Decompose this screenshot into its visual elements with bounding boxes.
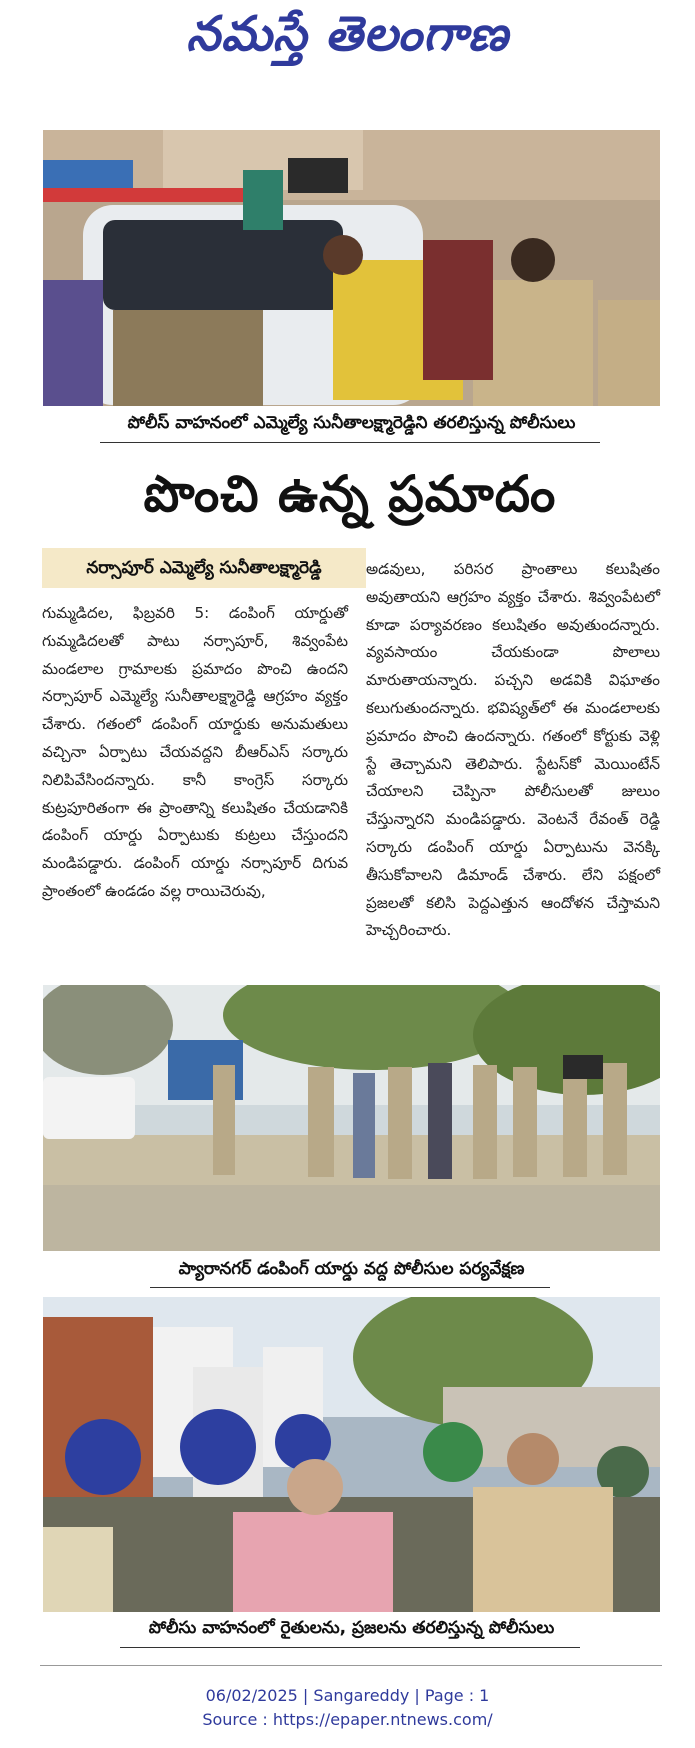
photo-farmers-detained: [43, 1297, 660, 1612]
caption-rule: [100, 442, 600, 443]
photo-caption: పోలీసు వాహనంలో రైతులను, ప్రజలను తరలిస్తున్న పోలీసులు: [148, 1618, 555, 1638]
footer-source: Source : https://epaper.ntnews.com/: [202, 1710, 493, 1729]
article-column-right: [366, 556, 660, 945]
photo-dumping-yard: [43, 985, 660, 1251]
masthead: [0, 6, 695, 68]
photo-caption: పోలీస్‌ వాహనంలో ఎమ్మెల్యే సునీతాలక్ష్మారెడ్డిని తరలిస్తున్న పోలీసులు: [127, 413, 576, 433]
article-text-left: గుమ్మడిదల, ఫిబ్రవరి 5: డంపింగ్‌ యార్డుతో గుమ్మడిదలతో పాటు నర్సాపూర్‌, శివ్వంపేట మండలాల గ్రామాలకు ప్రమాదం పొంచి ఉందని నర్సాపూర్‌ ఎమ్మెల్యే సునీతాలక్ష్మారెడ్డి ఆగ్రహం వ్యక్తం చేశారు. గతంలో డంపింగ్‌ యార్డుకు అనుమతులు వచ్చినా ఏర్పాటు చేయవద్దని బీఆర్‌ఎస్‌ సర్కారు నిలిపివేసిందన్నారు. కానీ కాంగ్రెస్‌ సర్కారు కుట్రపూరితంగా ఈ ప్రాంతాన్ని కలుషితం చేయడానికి డంపింగ్‌ యార్డు ఏర్పాటుకు కుట్రలు చేస్తుందని మండిపడ్డారు. డంపింగ్‌ యార్డు నర్సాపూర్‌ దిగువ ప్రాంతంలో ఉండడం వల్ల రాయిచెరువు,: [42, 604, 348, 900]
newspaper-title: నమస్తే తెలంగాణ: [186, 6, 509, 62]
footer-date-edition: 06/02/2025 | Sangareddy | Page : 1: [205, 1686, 490, 1705]
article-text-right: అడవులు, పరిసర ప్రాంతాలు కలుషితం అవుతాయని ఆగ్రహం వ్యక్తం చేశారు. శివ్వంపేటలో కూడా పర్యావరణం కలుషితం అవుతుందన్నారు. వ్యవసాయం చేయకుండా పొలాలు మారుతాయన్నారు. పచ్చని అడవికి విఘాతం కలుగుతుందన్నారు. భవిష్యత్‌లో ఈ మండలాలకు ప్రమాదం పొంచి ఉందన్నారు. గతంలో కోర్టుకు వెళ్లి స్టే తెచ్చామని తెలిపారు. స్టేటస్‌కో మెయింటేన్‌ చేయాలని చెప్పినా పోలీసులతో జులుం చేస్తున్నారని మండిపడ్డారు. వెంటనే రేవంత్‌ రెడ్డి సర్కారు డంపింగ్‌ యార్డు ఏర్పాటును వెనక్కి తీసుకోవాలని డిమాండ్‌ చేశారు. లేని పక్షంలో ప్రజలతో కలిసి పెద్దఎత్తున ఆందోళన చేస్తామని హెచ్చరించారు.: [366, 560, 660, 940]
footer-rule: [40, 1665, 662, 1666]
article-byline: నర్సాపూర్‌ ఎమ్మెల్యే సునీతాలక్ష్మారెడ్డి: [42, 548, 366, 588]
caption-rule: [120, 1647, 580, 1648]
photo-police-vehicle: [43, 130, 660, 406]
article-headline: పొంచి ఉన్న ప్రమాదం: [143, 465, 557, 523]
caption-rule: [150, 1287, 550, 1288]
article-column-left: [42, 600, 348, 906]
photo-caption: ప్యారానగర్‌ డంపింగ్‌ యార్డు వద్ద పోలీసుల పర్యవేక్షణ: [178, 1259, 525, 1279]
